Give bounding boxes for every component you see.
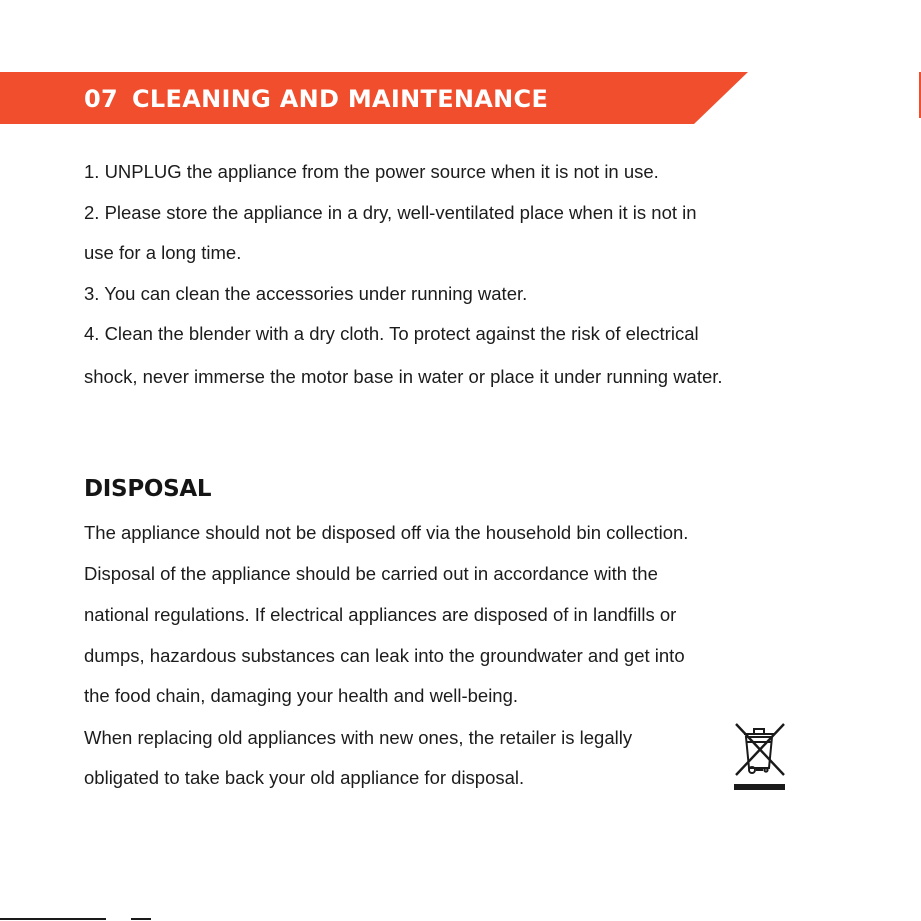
section-header-banner: [0, 72, 748, 124]
disposal-line-3: national regulations. If electrical appliances are disposed of in landfills or: [84, 604, 677, 625]
section-number: 07: [84, 85, 118, 113]
disposal-heading: DISPOSAL: [84, 476, 212, 502]
disposal-line-1: The appliance should not be disposed off via the household bin collection.: [84, 522, 689, 543]
footer-rule-small: [131, 918, 151, 920]
disposal-line-7: obligated to take back your old appliance for disposal.: [84, 767, 525, 788]
maintenance-line-4: 4. Clean the blender with a dry cloth. To protect against the risk of electrical: [84, 323, 699, 344]
disposal-line-4: dumps, hazardous substances can leak into the groundwater and get into: [84, 645, 685, 666]
disposal-line-6: When replacing old appliances with new ones, the retailer is legally: [84, 727, 633, 748]
footer-rule-left: [0, 918, 106, 920]
section-heading: CLEANING AND MAINTENANCE: [132, 85, 549, 113]
maintenance-line-2-cont: use for a long time.: [84, 242, 242, 263]
maintenance-line-1: 1. UNPLUG the appliance from the power source when it is not in use.: [84, 161, 659, 182]
crossed-out-wheelie-bin-icon: [728, 720, 790, 792]
disposal-line-5: the food chain, damaging your health and well-being.: [84, 685, 519, 706]
disposal-line-2: Disposal of the appliance should be carried out in accordance with the: [84, 563, 658, 584]
maintenance-line-3: 3. You can clean the accessories under running water.: [84, 283, 528, 304]
section-title-07: [84, 72, 548, 124]
maintenance-line-4-cont: shock, never immerse the motor base in water or place it under running water.: [84, 366, 723, 387]
maintenance-line-2: 2. Please store the appliance in a dry, well-ventilated place when it is not in: [84, 202, 697, 223]
